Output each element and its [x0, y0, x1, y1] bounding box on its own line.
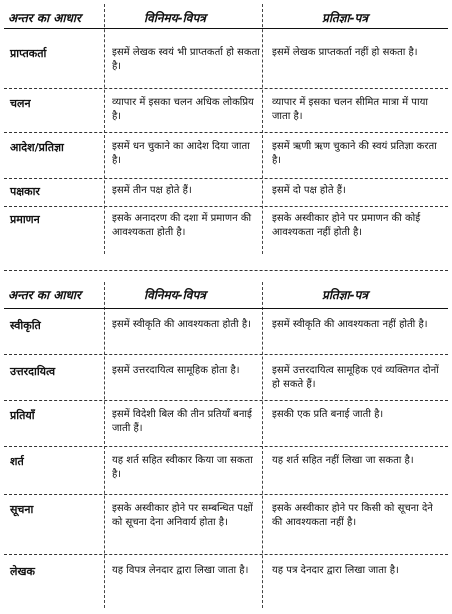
table-row [4, 138, 448, 178]
row-bill-text: इसमें उत्तरदायित्व सामूहिक होता है। [112, 365, 240, 376]
table-row [4, 452, 448, 492]
row-basis: लेखक [10, 565, 35, 578]
row-basis: आदेश/प्रतिज्ञा [10, 141, 64, 154]
table-row [4, 210, 448, 254]
row-divider [4, 400, 448, 401]
header-rule [4, 28, 448, 29]
row-note-text: यह पत्र देनदार द्वारा लिखा जाता है। [272, 565, 399, 576]
row-bill-text: इसमें धन चुकाने का आदेश दिया जाता है। [112, 141, 250, 166]
row-bill-text: इसमें तीन पक्ष होते हैं। [112, 185, 192, 196]
comparison-table-1 [4, 4, 448, 254]
table-row [4, 94, 448, 134]
row-divider [4, 206, 448, 207]
table-row [4, 44, 448, 86]
table-row [4, 562, 448, 602]
row-basis: स्वीकृति [10, 319, 41, 332]
row-basis: शर्त [10, 455, 24, 468]
row-divider [4, 88, 448, 89]
row-divider [4, 132, 448, 133]
row-note-text: इसकी एक प्रति बनाई जाती है। [272, 409, 384, 420]
row-bill-text: व्यापार में इसका चलन अधिक लोकप्रिय है। [112, 97, 254, 122]
header-bill-of-exchange: विनिमय-विपत्र [144, 288, 206, 302]
row-note-text: व्यापार में इसका चलन सीमित मात्रा में पाया जाता है। [272, 97, 428, 122]
row-divider [4, 554, 448, 555]
row-basis: चलन [10, 97, 31, 110]
row-bill-text: इसके अस्वीकार होने पर सम्बन्धित पक्षों को सूचना देना अनिवार्य होता है। [112, 503, 253, 528]
table-row [4, 500, 448, 550]
comparison-table-2 [4, 282, 448, 608]
row-note-text: इसमें लेखक प्राप्तकर्ता नहीं हो सकता है। [272, 47, 418, 58]
row-note-text: इसमें स्वीकृति की आवश्यकता नहीं होती है। [272, 319, 428, 330]
section-separator [4, 270, 448, 271]
header-basis: अन्तर का आधार [8, 11, 81, 25]
row-bill-text: इसमें विदेशी बिल की तीन प्रतियाँ बनाई जाती हैं। [112, 409, 252, 434]
row-divider [4, 354, 448, 355]
row-note-text: इसके अस्वीकार होने पर किसी को सूचना देने की आवश्यकता नहीं है। [272, 503, 433, 528]
row-divider [4, 178, 448, 179]
row-basis: उत्तरदायित्व [10, 365, 56, 378]
row-basis: प्राप्तकर्ता [10, 47, 47, 60]
row-bill-text: यह शर्त सहित स्वीकार किया जा सकता है। [112, 455, 253, 480]
table-row [4, 362, 448, 402]
row-basis: सूचना [10, 503, 34, 516]
row-bill-text: इसमें स्वीकृति की आवश्यकता होती है। [112, 319, 251, 330]
header-promissory-note: प्रतिज्ञा-पत्र [322, 288, 368, 302]
table-row [4, 406, 448, 446]
row-bill-text: यह विपत्र लेनदार द्वारा लिखा जाता है। [112, 565, 249, 576]
row-basis: प्रतियाँ [10, 409, 35, 422]
row-basis: प्रमाणन [10, 213, 40, 226]
header-promissory-note: प्रतिज्ञा-पत्र [322, 11, 368, 25]
header-basis: अन्तर का आधार [8, 288, 81, 302]
row-note-text: इसमें ऋणी ऋण चुकाने की स्वयं प्रतिज्ञा करता है। [272, 141, 437, 166]
table-row [4, 316, 448, 356]
header-rule [4, 308, 448, 309]
table-row [4, 182, 448, 206]
row-note-text: यह शर्त सहित नहीं लिखा जा सकता है। [272, 455, 414, 466]
row-note-text: इसमें दो पक्ष होते हैं। [272, 185, 346, 196]
row-note-text: इसके अस्वीकार होने पर प्रमाणन की कोई आवश्यकता नहीं होती है। [272, 213, 421, 238]
row-basis: पक्षकार [10, 185, 40, 198]
row-bill-text: इसके अनादरण की दशा में प्रमाणन की आवश्यकता होती है। [112, 213, 252, 238]
row-divider [4, 494, 448, 495]
row-note-text: इसमें उत्तरदायित्व सामूहिक एवं व्यक्तिगत दोनों हो सकते हैं। [272, 365, 439, 390]
header-bill-of-exchange: विनिमय-विपत्र [144, 11, 206, 25]
row-divider [4, 446, 448, 447]
row-bill-text: इसमें लेखक स्वयं भी प्राप्तकर्ता हो सकता है। [112, 47, 260, 72]
